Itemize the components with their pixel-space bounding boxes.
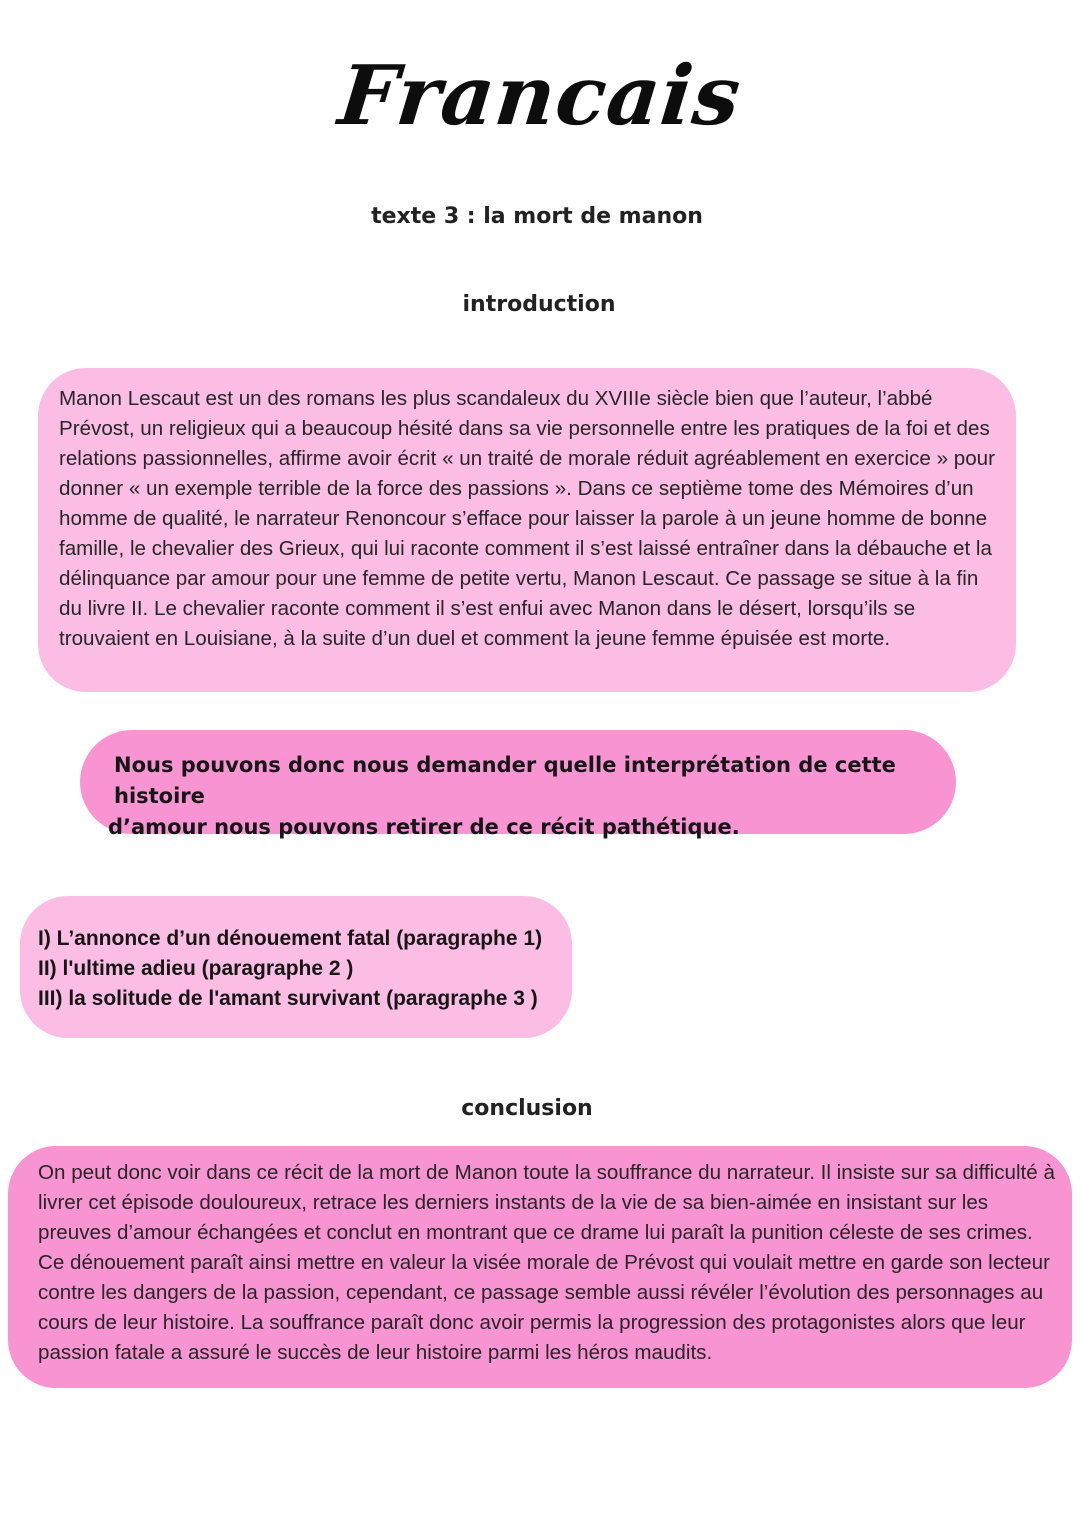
plan-box: [20, 896, 572, 1038]
introduction-heading: introduction: [462, 292, 616, 317]
document-subtitle: texte 3 : la mort de manon: [371, 204, 703, 229]
plan-item-1: I) L’annonce d’un dénouement fatal (paragraphe 1): [38, 927, 543, 950]
problematique-line-1: Nous pouvons donc nous demander quelle interprétation de cette histoire: [114, 753, 896, 808]
plan-item-2: II) l'ultime adieu (paragraphe 2 ): [38, 957, 354, 980]
conclusion-text: On peut donc voir dans ce récit de la mort de Manon toute la souffrance du narrateur. Il insiste sur sa difficulté à livrer cet épisode douloureux, retrace les derniers instants de la vie de sa bien-aimée en insistant sur les preuves d’amour échangées et conclut en montrant que ce drame lui paraît la punition céleste de ses crimes. Ce dénouement paraît ainsi mettre en valeur la visée morale de Prévost qui voulait mettre en garde son lecteur contre les dangers de la passion, cependant, ce passage semble aussi révéler l’évolution des personnages au cours de leur histoire. La souffrance paraît donc avoir permis la progression des protagonistes alors que leur passion fatale a assuré le succès de leur histoire parmi les héros maudits.: [38, 1161, 1055, 1364]
problematique-box: [80, 730, 956, 839]
introduction-box: [38, 368, 1016, 692]
introduction-text: Manon Lescaut est un des romans les plus scandaleux du XVIIIe siècle bien que l’auteur, l’abbé Prévost, un religieux qui a beaucoup hésité dans sa vie personnelle entre les pratiques de la foi et des relations passionnelles, affirme avoir écrit « un traité de morale réduit agréablement en exercice » pour donner « un exemple terrible de la force des passions ». Dans ce septième tome des Mémoires d’un homme de qualité, le narrateur Renoncour s’efface pour laisser la parole à un jeune homme de bonne famille, le chevalier des Grieux, qui lui raconte comment il s’est laissé entraîner dans la débauche et la délinquance par amour pour une femme de petite vertu, Manon Lescaut. Ce passage se situe à la fin du livre II. Le chevalier raconte comment il s’est enfui avec Manon dans le désert, lorsqu’ils se trouvaient en Louisiane, à la suite d’un duel et comment la jeune femme épuisée est morte.: [59, 387, 995, 650]
conclusion-heading: conclusion: [461, 1096, 593, 1121]
conclusion-box: [8, 1146, 1072, 1388]
page-title: Francais: [334, 48, 746, 144]
problematique-line-2: d’amour nous pouvons retirer de ce récit pathétique.: [108, 815, 740, 839]
plan-item-3: III) la solitude de l'amant survivant (paragraphe 3 ): [38, 987, 538, 1010]
